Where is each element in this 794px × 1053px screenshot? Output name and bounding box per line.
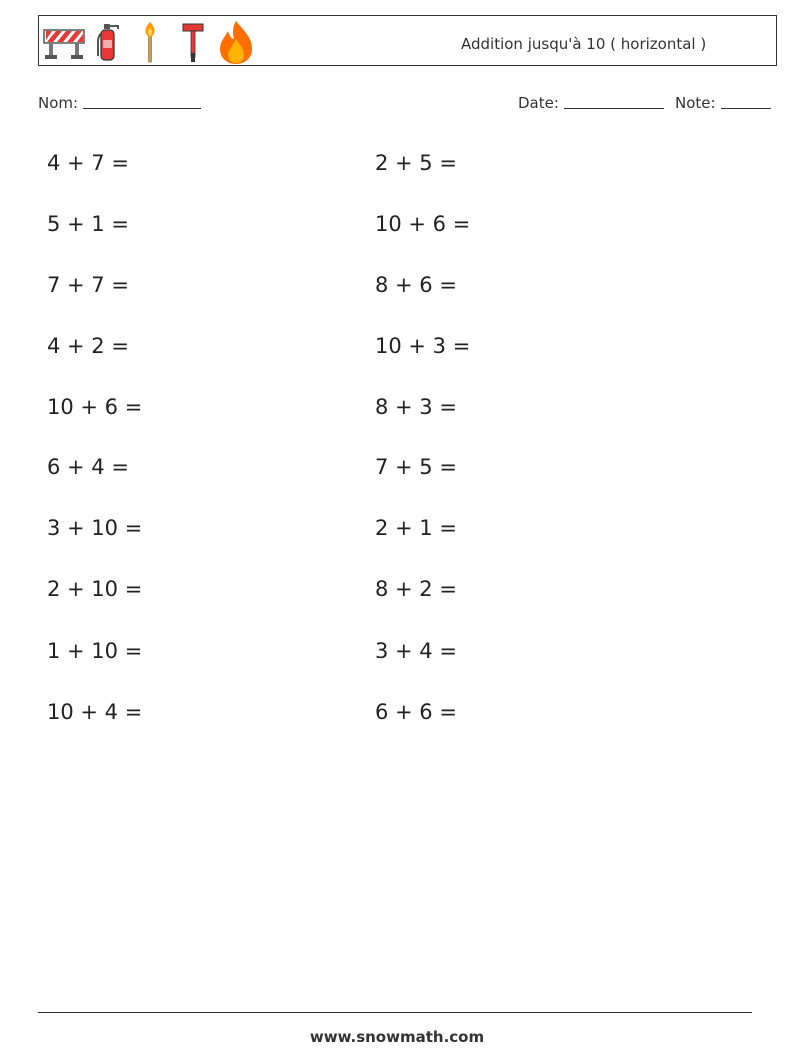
name-field xyxy=(38,93,201,112)
date-label: Date: xyxy=(518,94,559,112)
problem: 8 + 2 = xyxy=(375,577,457,601)
date-blank[interactable] xyxy=(564,93,664,109)
problem: 3 + 10 = xyxy=(47,516,143,540)
problem: 6 + 6 = xyxy=(375,700,457,724)
problem: 10 + 6 = xyxy=(375,212,471,236)
date-field xyxy=(518,93,664,112)
worksheet-title: Addition jusqu'à 10 ( horizontal ) xyxy=(461,35,707,53)
problem: 8 + 3 = xyxy=(375,395,457,419)
name-label: Nom: xyxy=(38,94,79,112)
grade-label: Note: xyxy=(675,94,716,112)
problem: 5 + 1 = xyxy=(47,212,129,236)
problem: 2 + 5 = xyxy=(375,151,457,175)
problem: 7 + 7 = xyxy=(47,273,129,297)
problem: 10 + 4 = xyxy=(47,700,143,724)
problem: 6 + 4 = xyxy=(47,455,129,479)
problem: 2 + 1 = xyxy=(375,516,457,540)
problem: 8 + 6 = xyxy=(375,273,457,297)
problem: 2 + 10 = xyxy=(47,577,143,601)
footer-url[interactable]: www.snowmath.com xyxy=(309,1028,485,1046)
road-barrier-icon xyxy=(42,22,86,62)
problem: 3 + 4 = xyxy=(375,639,457,663)
worksheet-header xyxy=(38,15,777,66)
header-icons xyxy=(42,19,256,65)
fire-axe-icon xyxy=(178,20,208,64)
problem: 10 + 3 = xyxy=(375,334,471,358)
match-icon xyxy=(136,20,164,64)
fire-extinguisher-icon xyxy=(92,20,124,64)
footer-divider xyxy=(38,1012,752,1013)
flame-icon xyxy=(216,19,256,65)
problem: 10 + 6 = xyxy=(47,395,143,419)
problem: 7 + 5 = xyxy=(375,455,457,479)
problem: 4 + 2 = xyxy=(47,334,129,358)
problem: 1 + 10 = xyxy=(47,639,143,663)
problem: 4 + 7 = xyxy=(47,151,129,175)
name-blank[interactable] xyxy=(83,93,201,109)
grade-blank[interactable] xyxy=(721,93,771,109)
grade-field xyxy=(675,93,771,112)
